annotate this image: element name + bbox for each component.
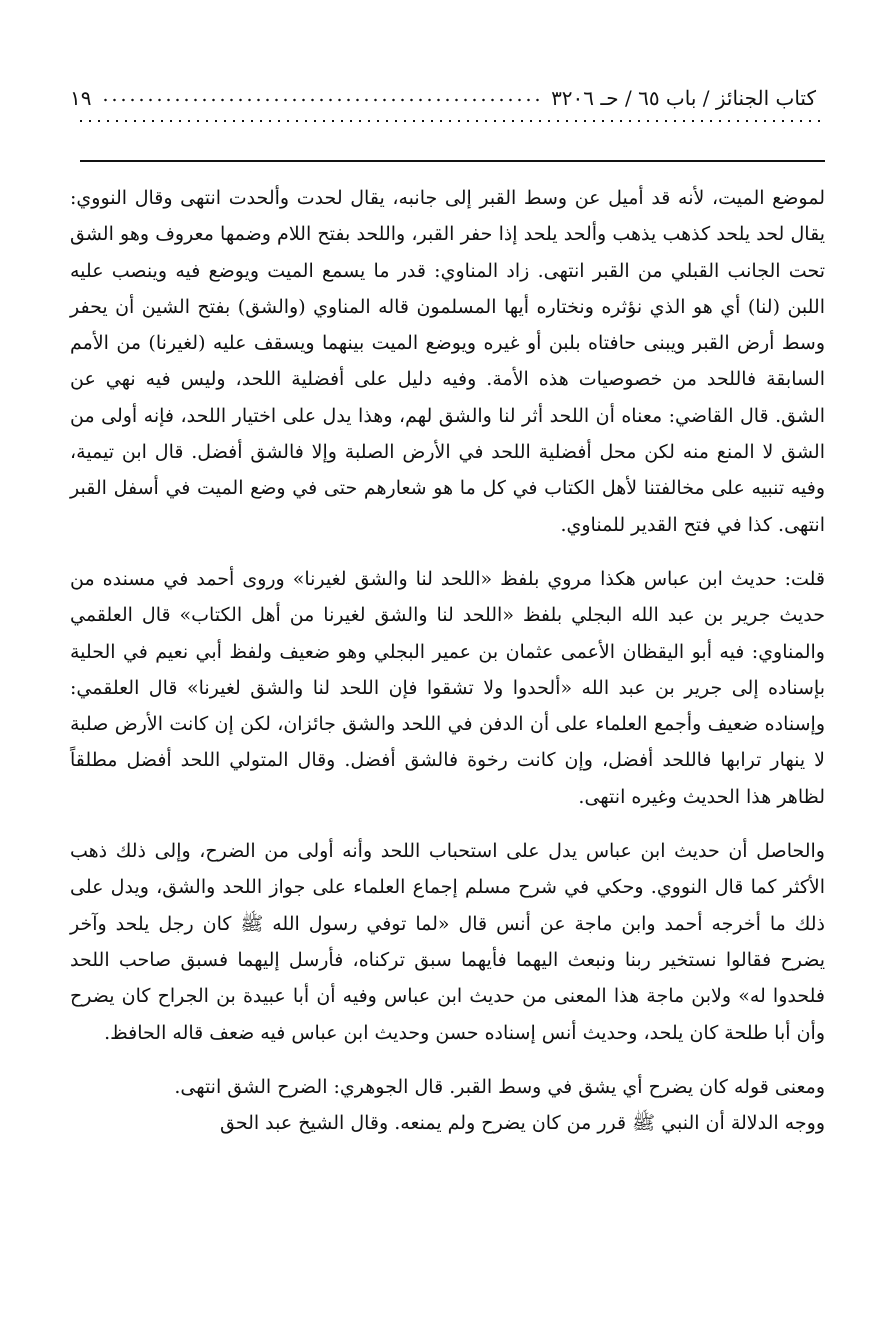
page-number: ١٩ (70, 86, 92, 110)
running-title: كتاب الجنائز / باب ٦٥ / حـ ٣٢٠٦ (551, 86, 816, 110)
paragraph-2: قلت: حديث ابن عباس هكذا مروي بلفظ «اللحد لنا والشق لغيرنا» وروى أحمد في مسنده من حديث جرير بن عبد الله البجلي بلفظ «اللحد لنا والشق لغيرنا من أهل الكتاب» قال العلقمي والمناوي: فيه أبو اليقظان الأعمى عثمان بن عمير البجلي وهو ضعيف ولفظ أبي نعيم في الحلية بإسناده إلى جرير بن عبد الله «ألحدوا ولا تشقوا فإن اللحد لنا والشق لغيرنا» قال العلقمي: وإسناده ضعيف وأجمع العلماء على أن الدفن في اللحد والشق جائزان، لكن إن كانت الأرض صلبة لا ينهار ترابها فاللحد أفضل، وإن كانت رخوة فالشق أفضل. وقال المتولي اللحد أفضل مطلقاً لظاهر هذا الحديث وغيره انتهى. (70, 567, 825, 808)
header-dotted-rule (80, 120, 825, 122)
running-header (70, 68, 816, 108)
paragraph-1: لموضع الميت، لأنه قد أميل عن وسط القبر إلى جانبه، يقال لحدت وألحدت انتهى وقال النووي: يقال لحد يلحد كذهب يذهب وألحد يلحد إذا حفر القبر، واللحد بفتح اللام وضمها معروف وهو الشق تحت الجانب القبلي من القبر انتهى. زاد المناوي: قدر ما يسمع الميت ويوضع فيه وينصب عليه اللبن (لنا) أي هو الذي نؤثره ونختاره أيها المسلمون قاله المناوي (والشق) بفتح الشين أن يحفر وسط أرض القبر ويبنى حافتاه بلبن أو غيره ويوضع الميت بينهما ويسقف عليه (لغيرنا) من الأمم السابقة فاللحد من خصوصيات هذه الأمة. وفيه دليل على أفضلية اللحد، وليس فيه نهي عن الشق. قال القاضي: معناه أن اللحد أثر لنا والشق لهم، وهذا يدل على اختيار اللحد، فإنه أولى من الشق لا المنع منه لكن محل أفضلية اللحد في الأرض الصلبة وإلا فالشق أفضل. قال ابن تيمية، وفيه تنبيه على مخالفتنا لأهل الكتاب في كل ما هو شعارهم حتى في وضع الميت في أسفل القبر انتهى. كذا في فتح القدير للمناوي. (70, 187, 825, 536)
header-solid-rule (80, 160, 825, 162)
dot-leader (101, 96, 541, 104)
body-text (70, 180, 825, 1141)
paragraph-5: ووجه الدلالة أن النبي ﷺ قرر من كان يضرح ولم يمنعه. وقال الشيخ عبد الحق (219, 1112, 825, 1135)
paragraph-4: ومعنى قوله كان يضرح أي يشق في وسط القبر. قال الجوهري: الضرح الشق انتهى. (174, 1075, 825, 1098)
paragraph-3: والحاصل أن حديث ابن عباس يدل على استحباب اللحد وأنه أولى من الضرح، وإلى ذلك ذهب الأكثر كما قال النووي. وحكي في شرح مسلم إجماع العلماء على جواز اللحد والشق، ويدل على ذلك ما أخرجه أحمد وابن ماجة عن أنس قال «لما توفي رسول الله ﷺ كان رجل يلحد وآخر يضرح فقالوا نستخير ربنا ونبعث اليهما فأيهما سبق تركناه، فأرسل إليهما فسبق صاحب اللحد فلحدوا له» ولابن ماجة هذا المعنى من حديث ابن عباس وفيه أن أبا عبيدة بن الجراح كان يضرح وأن أبا طلحة كان يلحد، وحديث أنس إسناده حسن وحديث ابن عباس فيه ضعف قاله الحافظ. (70, 840, 825, 1044)
